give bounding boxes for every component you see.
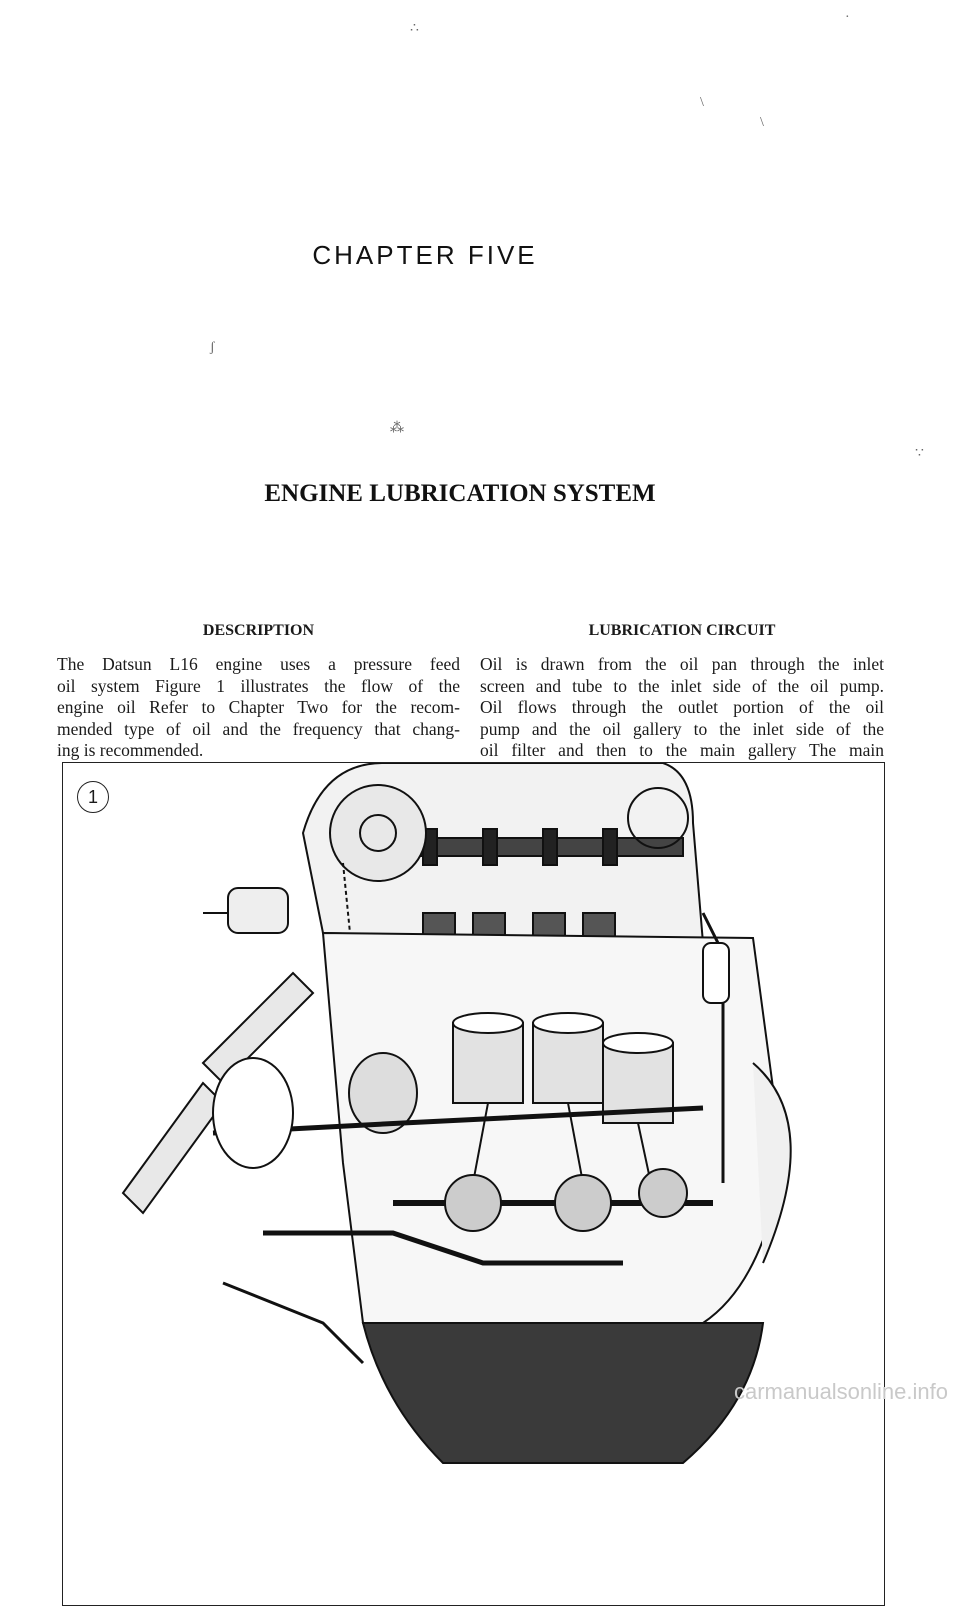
text-line: pump and the oil gallery to the inlet side of the xyxy=(480,718,884,739)
description-heading: DESCRIPTION xyxy=(202,622,315,639)
scan-speck: \ xyxy=(700,95,704,110)
text-line: oil system Figure 1 illustrates the flow of the xyxy=(57,675,460,696)
text-line: The Datsun L16 engine uses a pressure feed xyxy=(57,654,460,674)
figure-frame xyxy=(62,762,885,1606)
description-paragraph xyxy=(57,654,460,762)
scan-speck: · xyxy=(845,10,850,25)
scan-speck: \ xyxy=(760,115,764,130)
text-line: Oil flows through the outlet portion of the oil xyxy=(480,697,884,717)
figure-number: 1 xyxy=(77,781,109,813)
watermark: carmanualsonline.info xyxy=(733,1379,948,1404)
text-line: oil filter and then to the main gallery The main xyxy=(480,740,884,760)
text-line: mended type of oil and the frequency that chang- xyxy=(57,718,460,739)
scan-speck: ⁂ xyxy=(390,421,404,436)
text-line: Oil is drawn from the oil pan through the inlet xyxy=(480,654,884,674)
text-line: ing is recommended. xyxy=(57,740,204,760)
section-title: ENGINE LUBRICATION SYSTEM xyxy=(264,480,656,507)
scan-speck: ∵ xyxy=(915,446,924,461)
scan-speck: ∴ xyxy=(410,21,419,36)
scan-speck: ʃ xyxy=(210,340,215,355)
engine-cutaway-illustration xyxy=(63,763,883,1605)
chapter-heading: CHAPTER FIVE xyxy=(312,240,538,270)
lubrication-circuit-heading: LUBRICATION CIRCUIT xyxy=(588,622,776,639)
lubrication-circuit-paragraph xyxy=(480,654,884,762)
text-line: engine oil Refer to Chapter Two for the recom- xyxy=(57,697,460,717)
text-line: screen and tube to the inlet side of the oil pump. xyxy=(480,675,884,696)
